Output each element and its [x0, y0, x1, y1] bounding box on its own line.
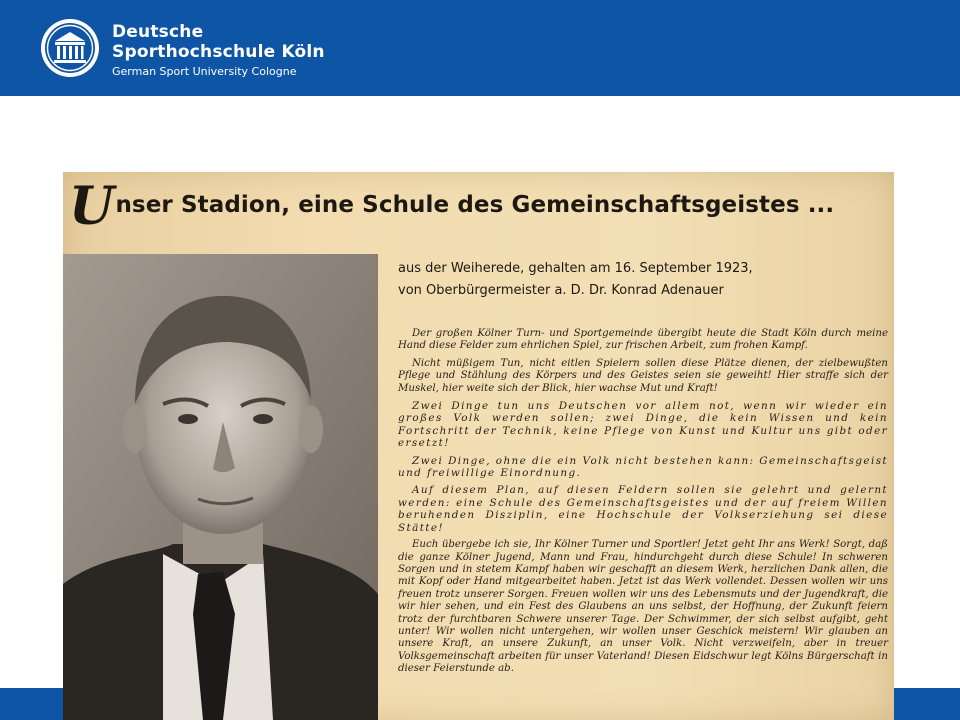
brand-line-3: German Sport University Cologne — [112, 65, 297, 78]
subtitle-line-2: von Oberbürgermeister a. D. Dr. Konrad Adenauer — [398, 283, 724, 298]
clipping-headline — [69, 176, 834, 237]
speech-paragraph: Nicht müßigem Tun, nicht eitlen Spielern sollen diese Plätze dienen, der zielbewußten Pflege und Stählung des Körpers und des Geistes seien sie geweiht! Hier straffe sich der Muskel, hier weite sich der Blick, hier wachse Mut und Kraft! — [398, 357, 888, 394]
portrait-image — [63, 254, 378, 720]
speech-paragraph: Zwei Dinge tun uns Deutschen vor allem not, wenn wir wieder ein großes Volk werden sollen; zwei Dinge, die kein Wissen und kein Fortschritt der Technik, keine Pflege von Kunst und Kultur uns gibt oder ersetzt! — [398, 400, 888, 450]
speech-paragraph: Der großen Kölner Turn- und Sportgemeinde übergibt heute die Stadt Köln durch meine Hand diese Felder zum ehrlichen Spiel, zur frischen Arbeit, zum frohen Kampf. — [398, 328, 888, 352]
speech-paragraph: Zwei Dinge, ohne die ein Volk nicht bestehen kann: Gemeinschaftsgeist und freiwillige Einordnung. — [398, 454, 888, 480]
headline-initial: U — [69, 176, 115, 237]
brand-line-1: Deutsche — [112, 22, 204, 42]
speech-paragraph: Auf diesem Plan, auf diesen Feldern sollen sie gelehrt und gelernt werden: eine Schule des Gemeinschaftsgeistes und der auf freiem Willen beruhenden Disziplin, eine Hochschule der Volkserziehung sei diese Stätte! — [398, 484, 888, 534]
newspaper-clipping — [63, 172, 894, 720]
clipping-subtitle — [398, 258, 753, 302]
headline-text: nser Stadion, eine Schule des Gemeinschaftsgeistes ... — [115, 192, 835, 218]
university-building-logo-icon[interactable] — [40, 18, 100, 78]
speech-text — [398, 328, 888, 681]
university-brand[interactable] — [112, 22, 325, 79]
brand-line-2: Sporthochschule Köln — [112, 42, 325, 62]
subtitle-line-1: aus der Weiherede, gehalten am 16. September 1923, — [398, 261, 753, 276]
speech-paragraph: Euch übergebe ich sie, Ihr Kölner Turner und Sportler! Jetzt geht Ihr ans Werk! Sorgt, daß die ganze Kölner Jugend, Mann und Frau, hindurchgeht durch diese Schule! In schweren Sorgen und in stetem Kampf haben wir geschafft an diesem Werk, herzlichen Dank allen, die mit Kopf oder Hand mitgearbeitet haben. Jetzt ist das Werk vollendet. Dessen wollen wir uns freuen trotz unserer Sorgen. Freuen wollen wir uns des Lebensmuts und der Jugendkraft, die wir hier sehen, und ein Fest des Glaubens an uns selbst, der Hoffnung, der Zukunft feiern trotz der furchtbaren Schwere unserer Tage. Der Schwimmer, der sich selbst aufgibt, geht unter! Wir wollen nicht untergehen, wir wollen unser Geschick meistern! Wir glauben an unsere Kraft, an unsere Zukunft, an unser Volk. Nicht verzweifeln, aber in treuer Volksgemeinschaft arbeiten für unser Vaterland! Diesen Eidschwur legt Kölns Bürgerschaft in dieser Feierstunde ab. — [398, 539, 888, 675]
header-bar — [0, 0, 960, 96]
portrait-photo — [63, 254, 378, 720]
